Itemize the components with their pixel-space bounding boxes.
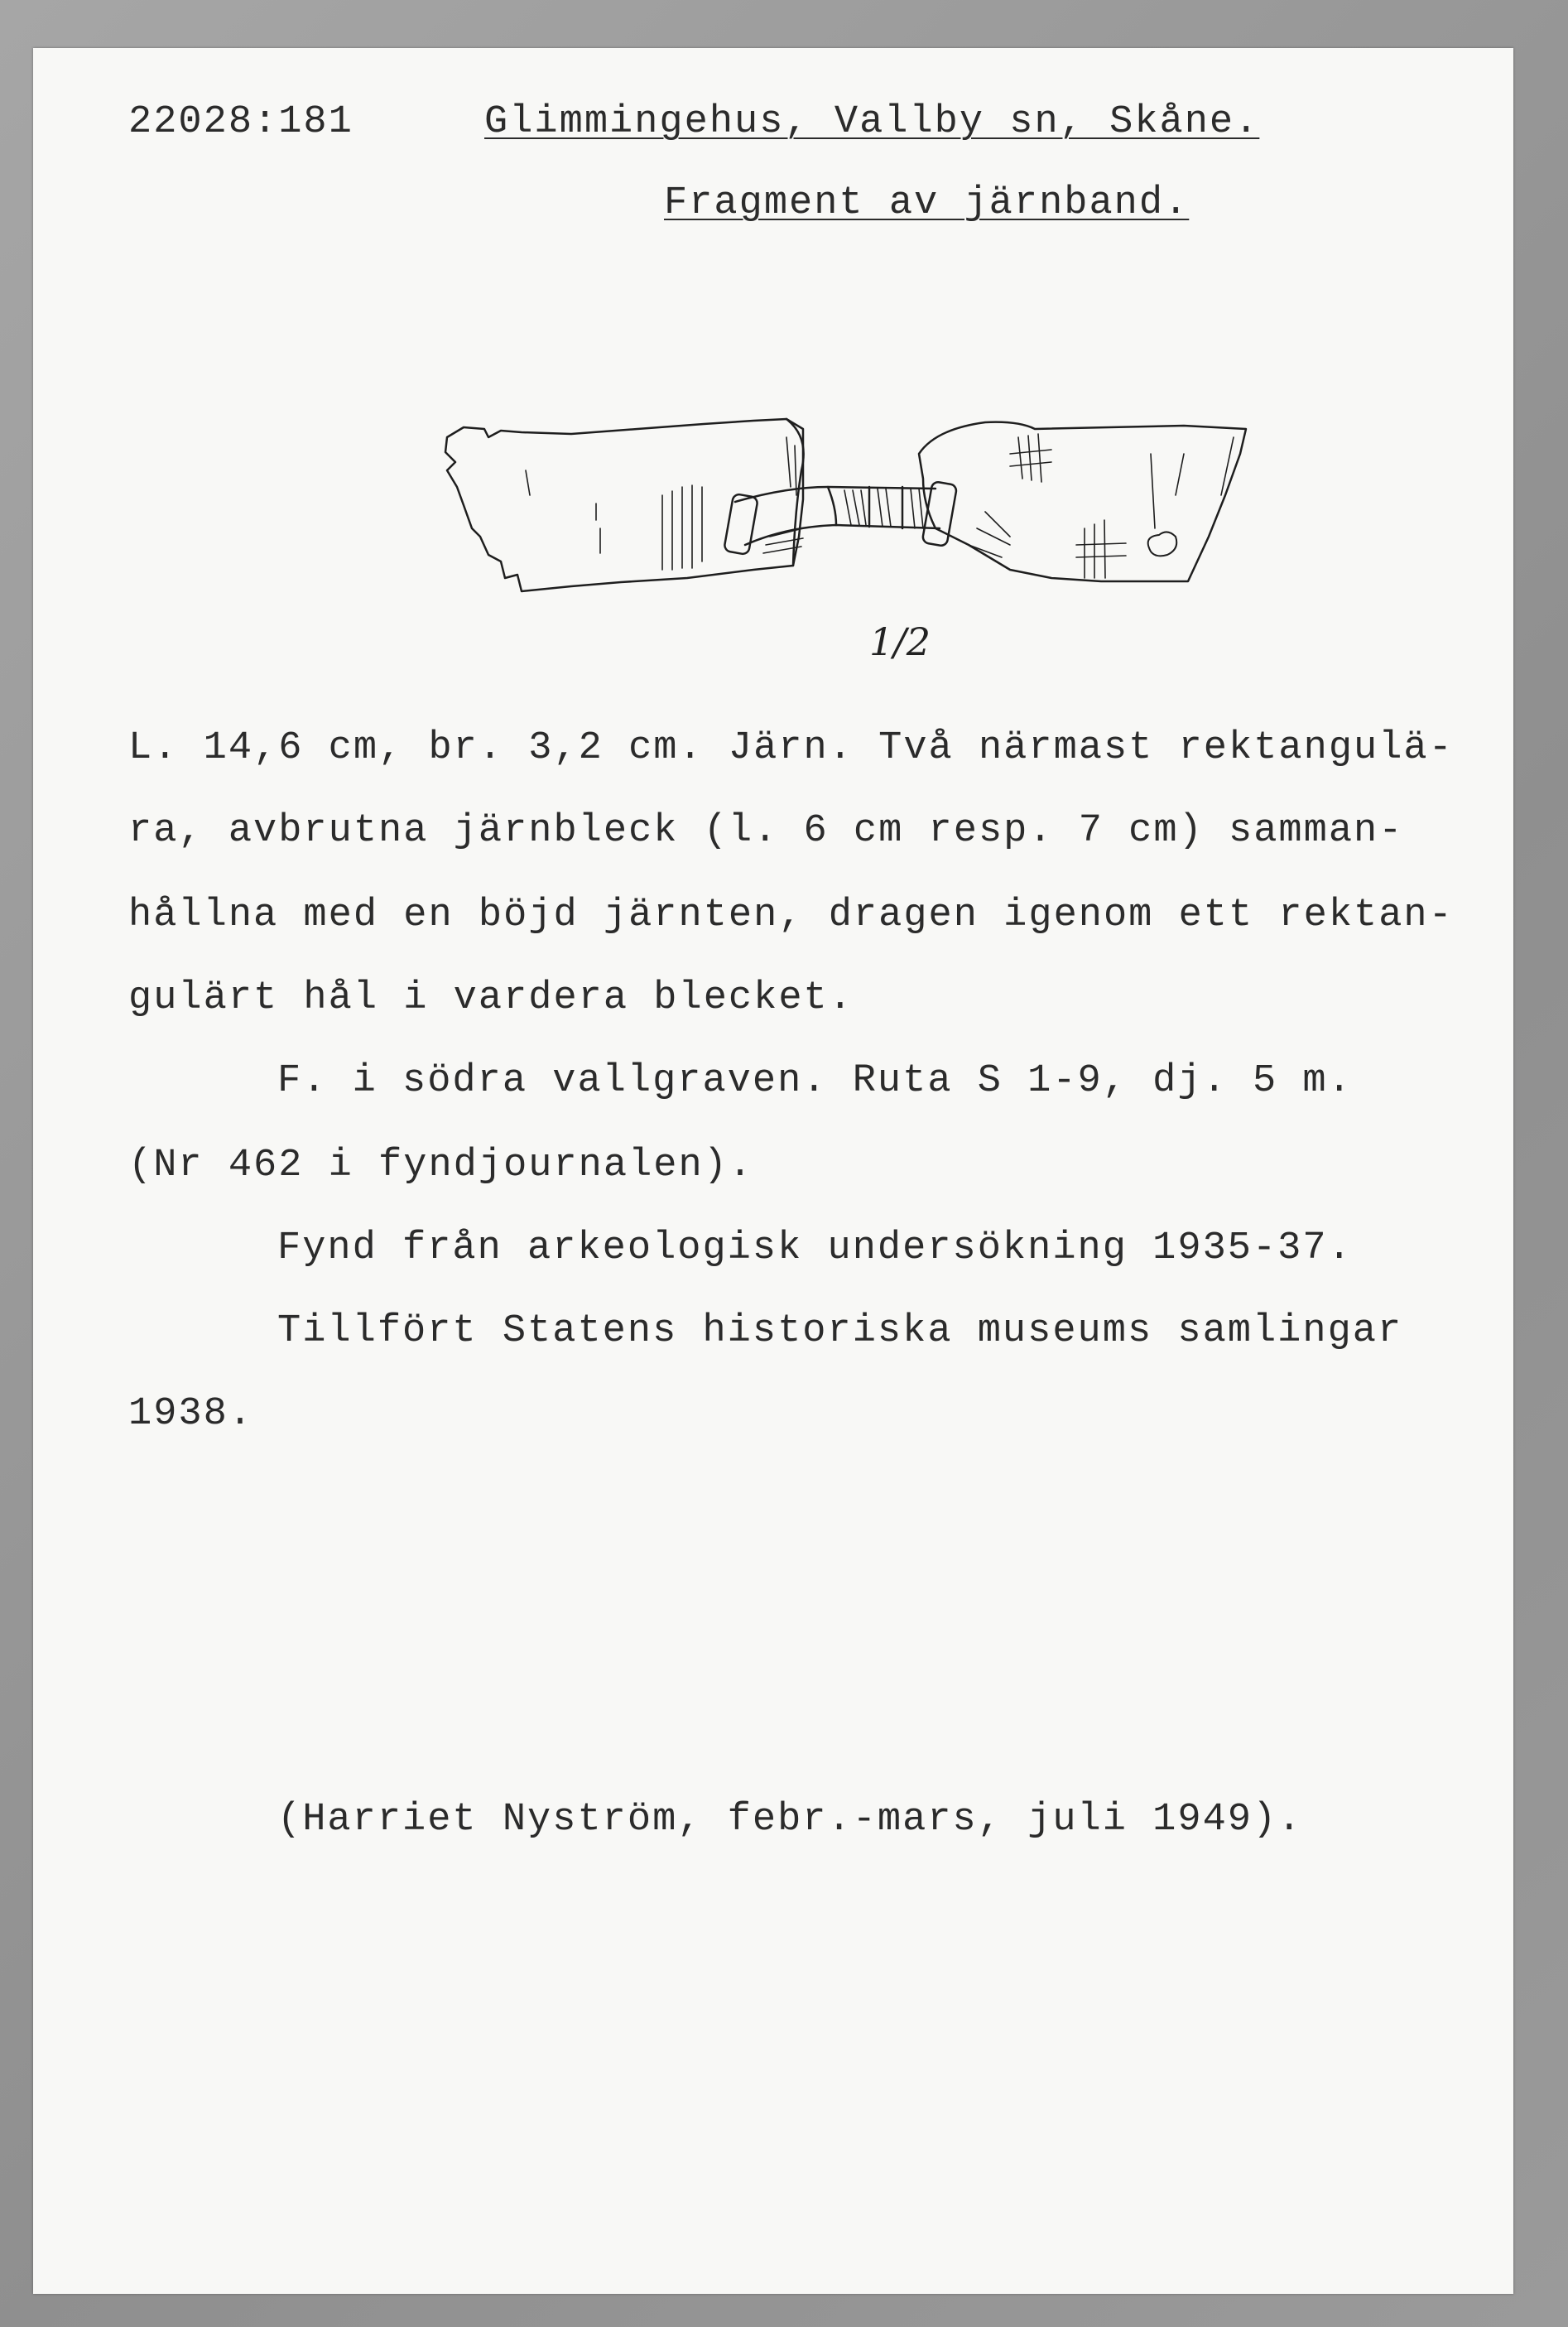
author-credit: (Harriet Nyström, febr.-mars, juli 1949). [277, 1798, 1303, 1842]
find-location: Glimmingehus, Vallby sn, Skåne. [484, 100, 1260, 144]
description-line-1: L. 14,6 cm, br. 3,2 cm. Järn. Två närmast rektangulä- [128, 726, 1454, 770]
left-plate [445, 419, 803, 591]
iron-band-fragment-sketch-icon [439, 404, 1258, 636]
description-line-2: ra, avbrutna järnbleck (l. 6 cm resp. 7 cm) samman- [128, 809, 1404, 853]
find-line-2: (Nr 462 i fyndjournalen). [128, 1144, 754, 1188]
transfer-line-2: 1938. [128, 1392, 254, 1436]
drawing-scale: 1/2 [869, 619, 931, 664]
catalog-card [33, 48, 1513, 2294]
bent-rod [735, 487, 936, 502]
transfer-line-1: Tillfört Statens historiska museums samlingar [277, 1309, 1403, 1353]
find-line-1: F. i södra vallgraven. Ruta S 1-9, dj. 5 m. [277, 1059, 1353, 1103]
catalog-number: 22028:181 [128, 100, 354, 144]
description-line-3: hållna med en böjd järnten, dragen igenom ett rektan- [128, 894, 1454, 937]
description-line-4: gulärt hål i vardera blecket. [128, 976, 854, 1020]
object-title: Fragment av järnband. [664, 181, 1190, 225]
excavation-note: Fynd från arkeologisk undersökning 1935-37. [277, 1226, 1353, 1270]
